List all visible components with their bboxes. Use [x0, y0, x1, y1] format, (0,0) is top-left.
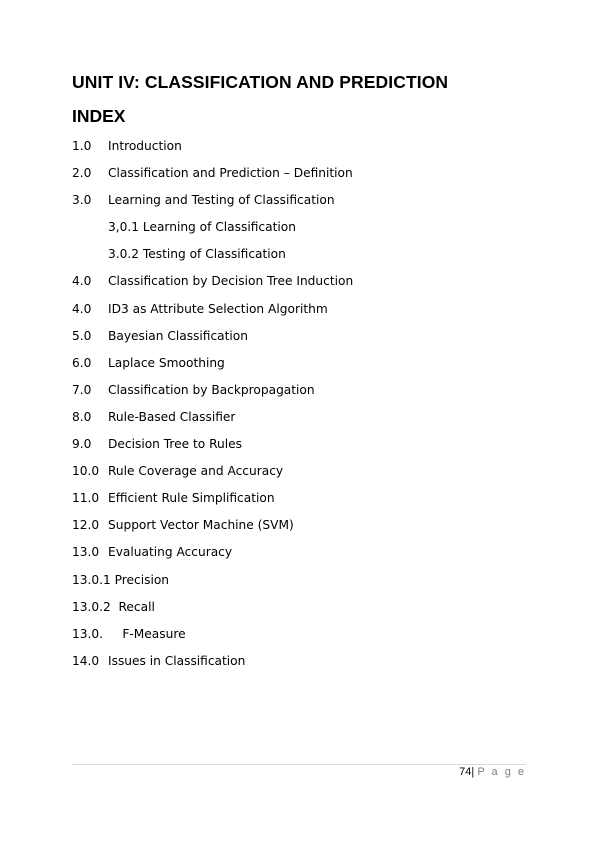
toc-entry-title: ID3 as Attribute Selection Algorithm: [108, 301, 328, 316]
toc-entry-number: 4.0: [72, 301, 92, 316]
toc-entry-number: 7.0: [72, 382, 92, 397]
toc-entry-number: 9.0: [72, 437, 92, 452]
toc-entry-number: 1.0: [72, 139, 92, 153]
toc-entry-title: Efficient Rule Simplification: [108, 491, 275, 506]
toc-entry-number: 13.0.2 Recall: [72, 599, 155, 614]
toc-entry: [72, 327, 532, 354]
toc-entry-number: 5.0: [72, 328, 92, 343]
toc-entry: [72, 435, 532, 462]
toc-entry-number: 14.0: [72, 653, 100, 668]
toc-entry-number: 4.0: [72, 274, 92, 289]
toc-entry: [72, 516, 532, 543]
toc-entry: [72, 571, 532, 598]
toc-entry: [72, 300, 532, 327]
toc-entry: [72, 625, 532, 652]
toc-entry-number: 8.0: [72, 409, 92, 424]
toc-entry-title: Classification by Decision Tree Induction: [108, 274, 354, 289]
page-label: P a g e: [477, 766, 526, 778]
toc-entry-number: 11.0: [72, 491, 100, 506]
index-heading: INDEX: [72, 106, 126, 126]
footer-divider: [72, 764, 526, 765]
toc-entry-title: 3.0.2 Testing of Classification: [108, 247, 286, 262]
toc-entry-title: Classification and Prediction – Definition: [108, 166, 353, 181]
toc-entry-number: 10.0: [72, 464, 100, 479]
toc-entry: [72, 354, 532, 381]
toc-entry-title: Issues in Classification: [108, 653, 246, 668]
toc-entry-number: 13.0: [72, 545, 100, 560]
toc-entry: [72, 191, 532, 218]
unit-title: UNIT IV: CLASSIFICATION AND PREDICTION: [72, 72, 449, 92]
page-number: 74: [459, 766, 472, 778]
toc-entry: [72, 137, 532, 164]
page-footer: [459, 766, 526, 778]
toc-entry: [72, 652, 532, 679]
table-of-contents: [72, 137, 532, 679]
toc-entry-title: 3,0.1 Learning of Classification: [108, 220, 296, 235]
toc-entry-title: Support Vector Machine (SVM): [108, 518, 294, 533]
toc-entry-title: Learning and Testing of Classification: [108, 193, 335, 208]
toc-entry-title: Rule-Based Classifier: [108, 409, 236, 424]
toc-entry-title: Laplace Smoothing: [108, 355, 225, 370]
toc-entry: [72, 381, 532, 408]
toc-entry: [72, 272, 532, 299]
toc-entry-number: 13.0.1 Precision: [72, 572, 170, 587]
toc-entry-number: 3.0: [72, 193, 92, 208]
toc-entry: [72, 598, 532, 625]
toc-entry: [72, 489, 532, 516]
toc-entry-title: Evaluating Accuracy: [108, 545, 233, 560]
toc-entry: [72, 245, 532, 272]
toc-entry-number: 12.0: [72, 518, 100, 533]
toc-entry-title: Rule Coverage and Accuracy: [108, 464, 284, 479]
toc-entry-number: 6.0: [72, 355, 92, 370]
toc-entry-title: Classification by Backpropagation: [108, 382, 315, 397]
toc-entry: [72, 408, 532, 435]
toc-entry: [72, 543, 532, 570]
toc-entry: [72, 462, 532, 489]
toc-entry-title: Bayesian Classification: [108, 328, 248, 343]
footer-separator: |: [471, 766, 475, 778]
toc-entry: [72, 164, 532, 191]
toc-entry-title: Introduction: [108, 139, 182, 153]
toc-entry: [72, 218, 532, 245]
toc-entry-title: Decision Tree to Rules: [108, 437, 243, 452]
toc-entry-number: 13.0. F-Measure: [72, 626, 186, 641]
toc-entry-number: 2.0: [72, 166, 92, 181]
